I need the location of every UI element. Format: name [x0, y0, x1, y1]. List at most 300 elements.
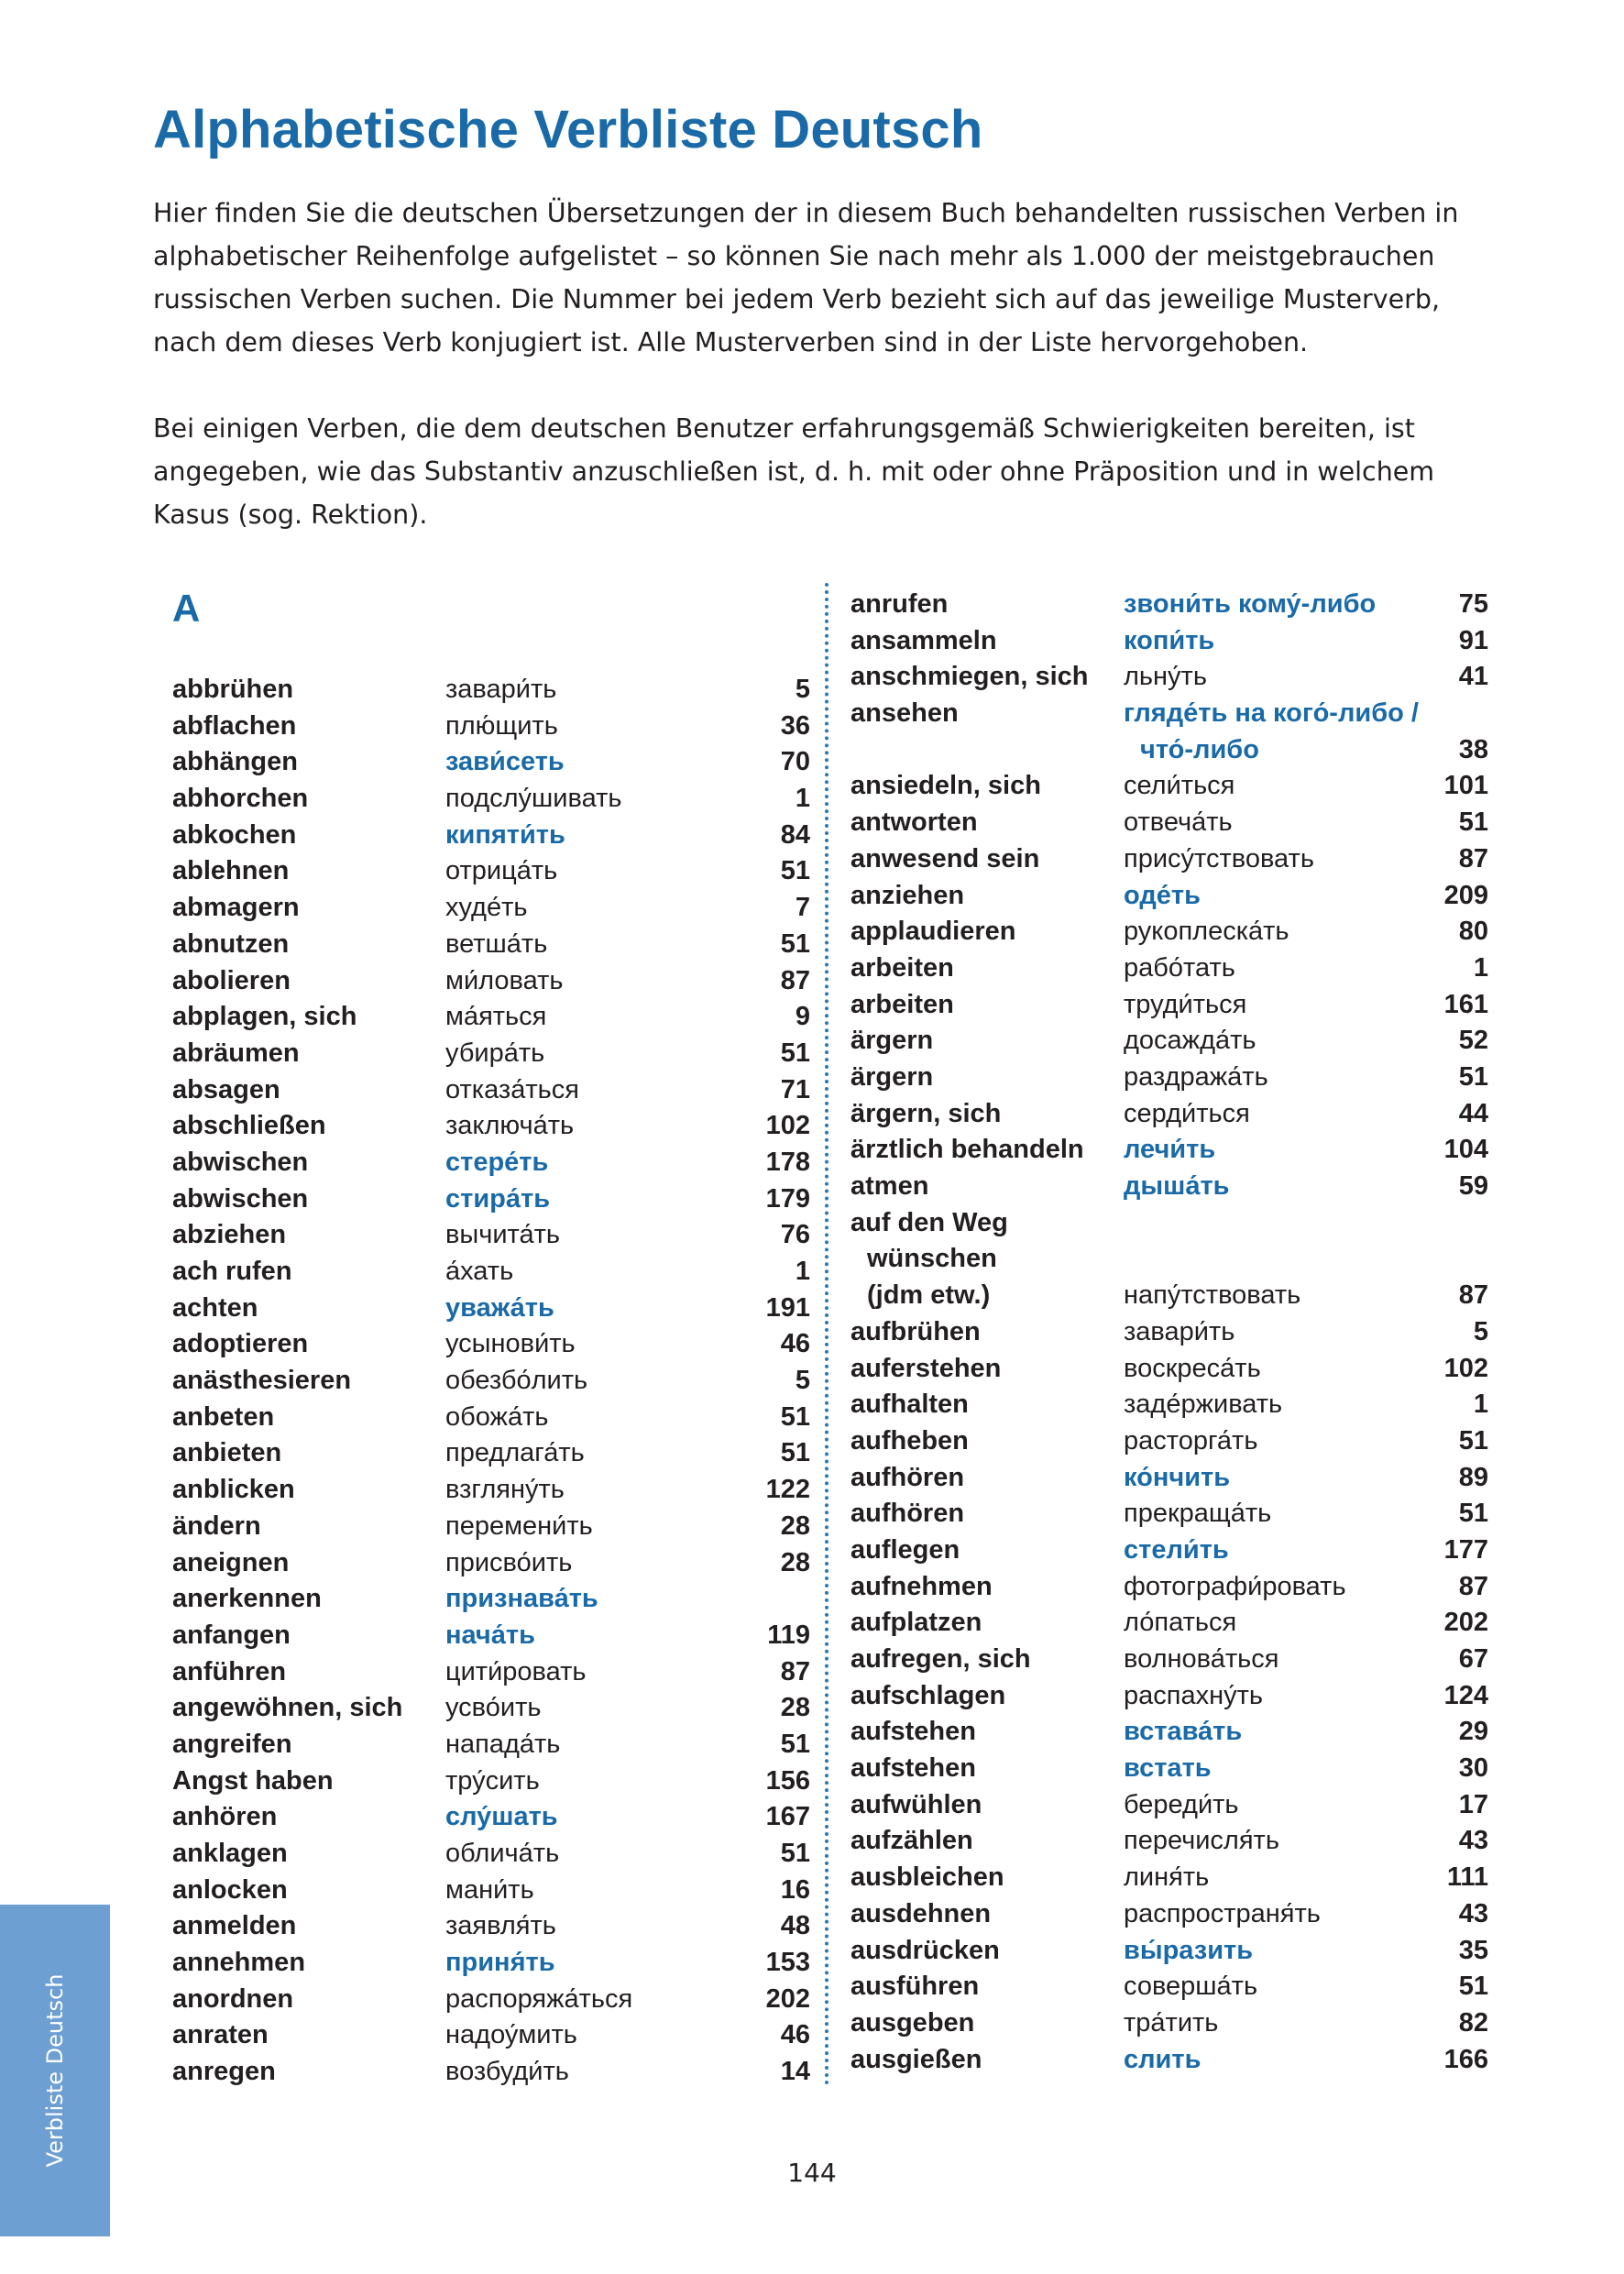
russian-verb: завари́ть — [445, 675, 557, 704]
model-number: 87 — [1458, 1571, 1488, 1601]
model-number: 48 — [780, 1911, 810, 1941]
german-verb: aufzählen — [850, 1826, 973, 1856]
verb-entry — [172, 1763, 810, 1800]
verb-entry — [850, 623, 1488, 660]
model-number: 9 — [795, 1002, 810, 1032]
german-verb: abschließen — [172, 1111, 326, 1141]
german-verb: abolieren — [172, 965, 291, 995]
russian-verb: предлага́ть — [445, 1438, 585, 1468]
german-verb: anklagen — [172, 1839, 288, 1868]
russian-verb-line: что́-либо — [1140, 734, 1259, 764]
verb-entry — [172, 781, 810, 818]
russian-verb: возбуди́ть — [445, 2057, 569, 2087]
model-number: 102 — [765, 1111, 810, 1141]
model-number: 41 — [1458, 662, 1488, 692]
verb-list-right-column — [850, 587, 1488, 2078]
german-verb: ausdehnen — [850, 1898, 992, 1928]
verb-entry — [172, 1181, 810, 1218]
german-verb: atmen — [850, 1171, 929, 1202]
model-number: 67 — [1458, 1644, 1488, 1674]
verb-entry — [172, 1036, 810, 1072]
russian-verb: прекраща́ть — [1124, 1499, 1272, 1529]
verb-entry — [172, 1690, 810, 1727]
verb-entry — [850, 914, 1488, 950]
german-verb: aneignen — [172, 1547, 290, 1577]
german-verb: aufschlagen — [850, 1680, 1006, 1710]
german-verb: anführen — [172, 1656, 287, 1686]
model-number: 28 — [780, 1693, 810, 1723]
verb-entry — [850, 1205, 1488, 1314]
model-number: 119 — [767, 1620, 810, 1650]
model-number: 111 — [1446, 1862, 1488, 1893]
model-number: 191 — [765, 1292, 810, 1323]
model-number: 76 — [780, 1220, 810, 1250]
verb-entry — [850, 1532, 1488, 1569]
model-number: 80 — [1458, 917, 1488, 947]
model-verb: лечи́ть — [1124, 1135, 1216, 1165]
model-verb: стира́ть — [445, 1183, 551, 1214]
model-verb: кипяти́ть — [445, 819, 565, 850]
verb-entry — [850, 1678, 1488, 1715]
german-verb: aufhalten — [850, 1390, 969, 1420]
russian-verb: цити́ровать — [445, 1656, 587, 1686]
german-verb-line: auf den Weg — [850, 1207, 1008, 1237]
german-verb: anlocken — [172, 1874, 288, 1905]
russian-verb: отрица́ть — [445, 856, 558, 886]
verb-entry — [850, 950, 1488, 987]
russian-verb: ми́ловать — [445, 965, 564, 995]
model-number: 202 — [765, 1983, 810, 2014]
model-number: 178 — [765, 1147, 810, 1177]
verb-entry — [850, 1860, 1488, 1896]
model-number: 166 — [1443, 2044, 1488, 2074]
column-divider — [825, 583, 828, 2086]
verb-entry — [172, 1873, 810, 1909]
russian-verb: заключа́ть — [445, 1111, 575, 1141]
model-number: 46 — [780, 2020, 810, 2050]
model-number: 156 — [765, 1765, 810, 1796]
model-number: 51 — [780, 1438, 810, 1468]
model-number: 102 — [1443, 1353, 1488, 1383]
german-verb: abplagen, sich — [172, 1002, 357, 1032]
model-number: 51 — [780, 1839, 810, 1868]
model-number: 14 — [780, 2057, 810, 2087]
model-number: 91 — [1458, 625, 1488, 655]
page-number: 144 — [787, 2158, 837, 2188]
german-verb: ausgießen — [850, 2044, 982, 2074]
verb-list-left-column — [172, 672, 810, 2091]
model-number: 5 — [795, 1366, 810, 1396]
german-verb: aufnehmen — [850, 1571, 993, 1601]
german-verb: aufstehen — [850, 1753, 976, 1784]
german-verb: anbieten — [172, 1438, 282, 1468]
model-verb: слить — [1124, 2044, 1202, 2074]
model-number: 51 — [1458, 1425, 1488, 1456]
model-verb: стели́ть — [1124, 1534, 1229, 1565]
german-verb: achten — [172, 1292, 258, 1323]
german-verb: ändern — [172, 1511, 261, 1541]
russian-verb: вычита́ть — [445, 1220, 561, 1250]
model-number: 43 — [1458, 1826, 1488, 1856]
model-verb: вы́разить — [1124, 1935, 1254, 1965]
verb-entry — [850, 1169, 1488, 1205]
verb-entry — [172, 1799, 810, 1836]
german-verb: arbeiten — [850, 989, 954, 1019]
russian-verb: плю́щить — [445, 710, 558, 741]
model-number: 51 — [780, 1729, 810, 1759]
model-verb: звони́ть кому́-либо — [1124, 589, 1377, 619]
intro-paragraph-1: Hier finden Sie die deutschen Übersetzungen der in diesem Buch behandelten russischen Verben in alphabetischer Reihenfolge aufgelistet – so können Sie nach mehr als 1.000 der meistgebrauchen russischen Verben suchen. Die Nummer bei jedem Verb bezieht sich auf das jeweilige Musterverb, nach dem dieses Verb konjugiert ist. Alle Musterverben sind in der Liste hervorgehoben. — [153, 198, 1459, 357]
model-number: 70 — [780, 747, 810, 777]
german-verb: applaudieren — [850, 917, 1016, 947]
model-number: 36 — [780, 710, 810, 741]
russian-verb: рабо́тать — [1124, 952, 1235, 983]
model-number: 51 — [1458, 807, 1488, 838]
russian-verb: мани́ть — [445, 1874, 534, 1905]
verb-entry — [850, 1132, 1488, 1169]
section-letter: A — [172, 587, 201, 630]
model-verb — [1124, 696, 1426, 768]
russian-verb: обожа́ть — [445, 1401, 549, 1432]
german-verb: anmelden — [172, 1911, 297, 1941]
verb-entry — [850, 1896, 1488, 1933]
model-verb: встава́ть — [1124, 1717, 1243, 1747]
model-number: 167 — [765, 1802, 810, 1832]
german-verb: ach rufen — [172, 1257, 292, 1286]
model-number: 209 — [1443, 880, 1488, 910]
german-verb: abhängen — [172, 747, 298, 777]
verb-entry — [172, 927, 810, 963]
verb-entry — [172, 1217, 810, 1254]
german-verb: abziehen — [172, 1220, 287, 1250]
russian-verb: труди́ться — [1124, 989, 1247, 1019]
german-verb: annehmen — [172, 1948, 306, 1978]
verb-entry — [172, 963, 810, 1000]
russian-verb: надоу́мить — [445, 2020, 577, 2050]
model-number: 59 — [1458, 1171, 1488, 1202]
russian-verb: линя́ть — [1124, 1862, 1210, 1893]
model-number: 51 — [1458, 1061, 1488, 1092]
german-verb: anraten — [172, 2020, 269, 2050]
model-number: 7 — [795, 893, 810, 923]
german-verb: ärgern, sich — [850, 1098, 1002, 1128]
verb-entry — [172, 1400, 810, 1436]
model-number: 161 — [1443, 989, 1488, 1019]
russian-verb: напада́ть — [445, 1729, 561, 1759]
verb-entry — [850, 1642, 1488, 1678]
verb-entry — [172, 1363, 810, 1400]
verb-entry — [172, 818, 810, 854]
verb-entry — [172, 1509, 810, 1545]
verb-entry — [850, 768, 1488, 805]
model-number: 28 — [780, 1511, 810, 1541]
german-verb: antworten — [850, 807, 978, 838]
verb-entry — [850, 1823, 1488, 1860]
russian-verb: облича́ть — [445, 1839, 560, 1868]
german-verb: aufplatzen — [850, 1608, 982, 1638]
german-verb: Angst haben — [172, 1765, 334, 1796]
german-verb: anbeten — [172, 1401, 275, 1432]
verb-entry — [850, 841, 1488, 878]
german-verb: anfangen — [172, 1620, 291, 1650]
model-number: 28 — [780, 1547, 810, 1577]
verb-entry — [172, 1836, 810, 1873]
model-number: 35 — [1458, 1935, 1488, 1965]
german-verb: anästhesieren — [172, 1366, 352, 1396]
model-number: 179 — [765, 1183, 810, 1214]
russian-verb: серди́ться — [1124, 1098, 1250, 1128]
model-number: 29 — [1458, 1717, 1488, 1747]
german-verb: adoptieren — [172, 1329, 309, 1359]
model-verb: признава́ть — [445, 1584, 598, 1614]
german-verb: auflegen — [850, 1534, 960, 1565]
verb-entry — [172, 1326, 810, 1363]
german-verb: abflachen — [172, 710, 297, 741]
german-verb: abwischen — [172, 1183, 309, 1214]
model-verb: копи́ть — [1124, 625, 1215, 655]
russian-verb: фотографи́ровать — [1124, 1571, 1346, 1601]
model-number: 51 — [780, 1401, 810, 1432]
verb-entry — [172, 1945, 810, 1982]
model-verb: зави́сеть — [445, 747, 565, 777]
german-verb: anhören — [172, 1802, 278, 1832]
german-verb-line: (jdm etw.) — [867, 1280, 991, 1311]
verb-entry — [172, 744, 810, 781]
german-verb: anwesend sein — [850, 843, 1040, 873]
german-verb: aufhören — [850, 1499, 965, 1529]
russian-verb: а́хать — [445, 1257, 514, 1286]
russian-verb: заявля́ть — [445, 1911, 556, 1941]
verb-entry — [850, 1787, 1488, 1824]
model-number: 122 — [765, 1475, 810, 1505]
model-number: 1 — [795, 784, 810, 814]
model-number: 82 — [1458, 2007, 1488, 2038]
verb-entry — [850, 1605, 1488, 1642]
model-number: 51 — [1458, 1972, 1488, 2002]
verb-entry — [172, 1545, 810, 1582]
model-number: 71 — [780, 1074, 810, 1104]
russian-verb: ветша́ть — [445, 928, 548, 959]
model-number: 1 — [795, 1257, 810, 1286]
verb-entry — [850, 878, 1488, 915]
model-number: 84 — [780, 819, 810, 850]
russian-verb: тру́сить — [445, 1765, 540, 1796]
russian-verb: тра́тить — [1124, 2007, 1219, 2038]
russian-verb: обезбо́лить — [445, 1366, 588, 1396]
russian-verb: убира́ть — [445, 1038, 545, 1068]
russian-verb: волнова́ться — [1124, 1644, 1279, 1674]
german-verb: aufhören — [850, 1462, 965, 1492]
page-title: Alphabetische Verbliste Deutsch — [153, 100, 983, 159]
russian-verb: завари́ть — [1124, 1316, 1235, 1346]
german-verb: aufwühlen — [850, 1789, 982, 1819]
model-number: 51 — [780, 928, 810, 959]
model-verb: оде́ть — [1124, 880, 1201, 910]
verb-entry — [172, 1727, 810, 1763]
model-number: 30 — [1458, 1753, 1488, 1784]
verb-entry — [172, 1435, 810, 1472]
german-verb: ausdrücken — [850, 1935, 1000, 1965]
model-number: 52 — [1458, 1026, 1488, 1056]
verb-entry — [850, 1314, 1488, 1351]
verb-entry — [850, 696, 1488, 768]
german-verb: anerkennen — [172, 1584, 322, 1614]
russian-verb: отказа́ться — [445, 1074, 579, 1104]
russian-verb: береди́ть — [1124, 1789, 1239, 1819]
verb-entry — [172, 2054, 810, 2091]
model-number: 1 — [1473, 952, 1488, 983]
german-verb: abwischen — [172, 1147, 309, 1177]
model-verb: стере́ть — [445, 1147, 549, 1177]
verb-entry — [172, 890, 810, 927]
verb-entry — [850, 1496, 1488, 1532]
german-verb: aufheben — [850, 1425, 969, 1456]
verb-entry — [172, 672, 810, 709]
russian-verb: присво́ить — [445, 1547, 573, 1577]
russian-verb: распоряжа́ться — [445, 1983, 633, 2014]
model-number: 89 — [1458, 1462, 1488, 1492]
model-number: 51 — [780, 856, 810, 886]
verb-entry — [850, 805, 1488, 841]
model-number: 153 — [765, 1948, 810, 1978]
russian-verb: соверша́ть — [1124, 1972, 1258, 2002]
model-number: 124 — [1443, 1680, 1488, 1710]
russian-verb: ло́паться — [1124, 1608, 1237, 1638]
german-verb: angreifen — [172, 1729, 292, 1759]
russian-verb: досажда́ть — [1124, 1026, 1256, 1056]
verb-entry — [850, 1387, 1488, 1423]
russian-verb: перемени́ть — [445, 1511, 593, 1541]
russian-verb: подслу́шивать — [445, 784, 622, 814]
russian-verb: усынови́ть — [445, 1329, 576, 1359]
model-number: 202 — [1443, 1608, 1488, 1638]
verb-entry — [172, 1654, 810, 1691]
german-verb: abmagern — [172, 893, 300, 923]
german-verb: absagen — [172, 1074, 280, 1104]
verb-entry — [172, 1072, 810, 1109]
verb-entry — [850, 1714, 1488, 1751]
model-number: 5 — [795, 675, 810, 704]
german-verb: aufregen, sich — [850, 1644, 1031, 1674]
russian-verb: ма́яться — [445, 1002, 547, 1032]
model-number: 104 — [1443, 1135, 1488, 1165]
verb-entry — [850, 1060, 1488, 1096]
model-number: 5 — [1473, 1316, 1488, 1346]
russian-verb: взгляну́ть — [445, 1475, 565, 1505]
german-verb: aufbrühen — [850, 1316, 981, 1346]
russian-verb: усво́ить — [445, 1693, 542, 1723]
russian-verb: перечисля́ть — [1124, 1826, 1279, 1856]
verb-entry — [850, 987, 1488, 1024]
verb-entry — [172, 1908, 810, 1945]
russian-verb: рукоплеска́ть — [1124, 917, 1289, 947]
model-verb: ко́нчить — [1124, 1462, 1231, 1492]
model-number: 17 — [1458, 1789, 1488, 1819]
german-verb: ablehnen — [172, 856, 290, 886]
verb-entry — [172, 1472, 810, 1509]
german-verb: aufstehen — [850, 1717, 976, 1747]
model-number: 38 — [1458, 734, 1488, 764]
verb-entry — [850, 1569, 1488, 1606]
german-verb: abkochen — [172, 819, 297, 850]
german-verb: ansehen — [850, 698, 959, 729]
model-number: 51 — [1458, 1499, 1488, 1529]
german-verb: anschmiegen, sich — [850, 662, 1089, 692]
model-number: 16 — [780, 1874, 810, 1905]
model-verb: приня́ть — [445, 1948, 555, 1978]
verb-entry — [850, 2005, 1488, 2042]
german-verb: abnutzen — [172, 928, 290, 959]
german-verb: anregen — [172, 2057, 276, 2087]
russian-verb: расторга́ть — [1124, 1425, 1258, 1456]
model-number: 87 — [780, 1656, 810, 1686]
german-verb: anziehen — [850, 880, 965, 910]
verb-entry — [172, 1108, 810, 1145]
model-number: 87 — [1458, 1280, 1488, 1311]
verb-entry — [850, 2042, 1488, 2079]
german-verb: ansiedeln, sich — [850, 771, 1041, 801]
russian-verb: худе́ть — [445, 893, 528, 923]
german-verb: arbeiten — [850, 952, 954, 983]
russian-verb: прису́тствовать — [1124, 843, 1314, 873]
intro-paragraph-2: Bei einigen Verben, die dem deutschen Benutzer erfahrungsgemäß Schwierigkeiten bereiten, ist angegeben, wie das Substantiv anzuschließen ist, d. h. mit oder ohne Präposition und in welchem Kasus (sog. Rektion). — [153, 413, 1435, 530]
model-number: 177 — [1443, 1534, 1488, 1565]
verb-entry — [850, 1023, 1488, 1060]
russian-verb-line: гляде́ть на кого́-либо / — [1124, 698, 1419, 729]
german-verb: abhorchen — [172, 784, 309, 814]
german-verb: anrufen — [850, 589, 949, 619]
russian-verb: отвеча́ть — [1124, 807, 1233, 838]
verb-entry — [850, 1933, 1488, 1970]
model-number: 87 — [780, 965, 810, 995]
german-verb: abbrühen — [172, 675, 294, 704]
german-verb: anordnen — [172, 1983, 294, 2014]
verb-entry — [172, 853, 810, 890]
model-verb: уважа́ть — [445, 1292, 554, 1323]
german-verb: ärztlich behandeln — [850, 1135, 1084, 1165]
verb-entry — [172, 1254, 810, 1291]
german-verb: auferstehen — [850, 1353, 1002, 1383]
model-verb: слу́шать — [445, 1802, 558, 1832]
model-number: 87 — [1458, 843, 1488, 873]
verb-entry — [172, 1982, 810, 2018]
verb-entry — [172, 2017, 810, 2054]
model-number: 43 — [1458, 1898, 1488, 1928]
side-tab-label: Verbliste Deutsch — [42, 1973, 68, 2168]
verb-entry — [850, 1751, 1488, 1787]
german-verb-line: wünschen — [867, 1244, 997, 1274]
verb-entry — [850, 587, 1488, 623]
model-number: 46 — [780, 1329, 810, 1359]
german-verb: abräumen — [172, 1038, 300, 1068]
german-verb: ärgern — [850, 1026, 934, 1056]
verb-entry — [850, 1351, 1488, 1388]
model-verb: дыша́ть — [1124, 1171, 1230, 1202]
german-verb: ärgern — [850, 1061, 934, 1092]
verb-entry — [172, 1581, 810, 1618]
russian-verb: распахну́ть — [1124, 1680, 1263, 1710]
verb-entry — [850, 1096, 1488, 1133]
model-number: 44 — [1458, 1098, 1488, 1128]
german-verb: angewöhnen, sich — [172, 1693, 403, 1723]
russian-verb: раздража́ть — [1124, 1061, 1268, 1092]
verb-entry — [172, 1618, 810, 1654]
russian-verb: заде́рживать — [1124, 1390, 1283, 1420]
german-verb: ausführen — [850, 1972, 980, 2002]
verb-entry — [850, 1969, 1488, 2005]
model-number: 75 — [1458, 589, 1488, 619]
russian-verb: воскреса́ть — [1124, 1353, 1261, 1383]
